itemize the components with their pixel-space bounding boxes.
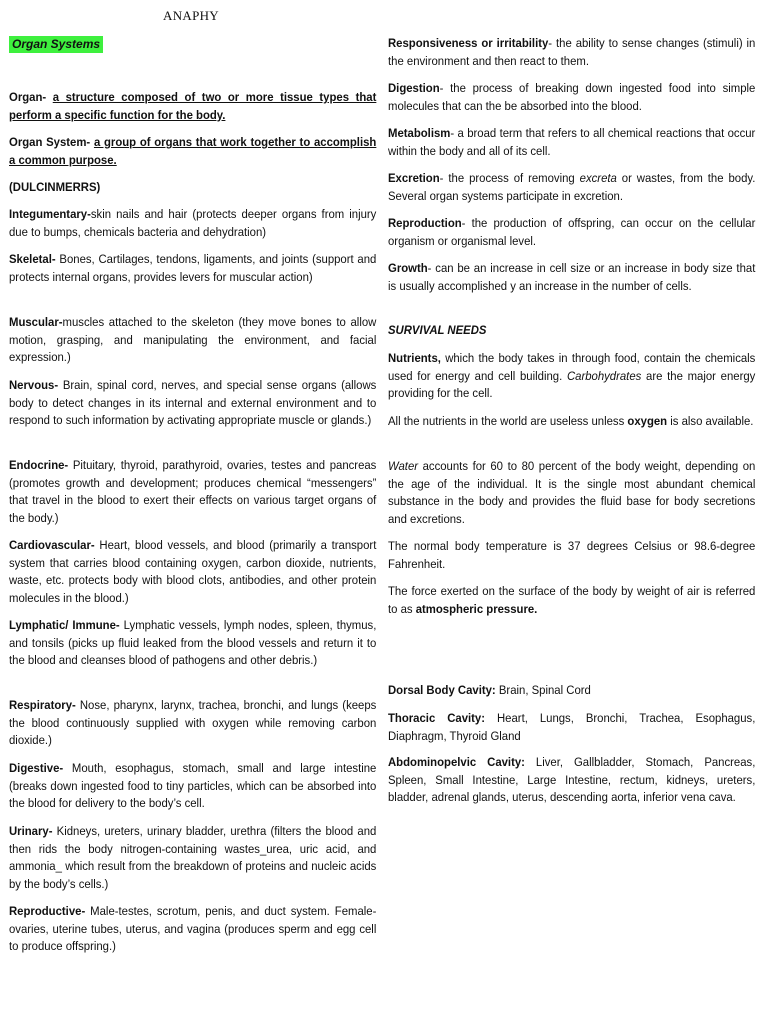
system-respiratory: Respiratory- Nose, pharynx, larynx, trachea, bronchi, and lungs (keeps the blood continuously supplied with oxygen while removing carbon dioxide.) <box>9 698 377 748</box>
function-digestion <box>388 80 755 115</box>
system-term: Skeletal <box>9 252 52 266</box>
function-text: - the process of breaking down ingested food into simple molecules that can the be absorbed into the blood. <box>388 81 756 113</box>
system-term: Lymphatic/ Immune <box>9 618 116 632</box>
system-integumentary: Integumentary-skin nails and hair (protects deeper organs from injury due to bumps, chemicals bacteria and dehydration) <box>9 207 377 239</box>
function-term: Responsiveness or irritability <box>388 36 549 50</box>
system-cardiovascular: Cardiovascular- Heart, blood vessels, and blood (primarily a transport system that carries blood containing oxygen, carbon dioxide, nutrients, waste, etc. protects body with blood clots, antibodies, and other protein molecules in the blood.) <box>9 538 377 605</box>
system-skeletal: Skeletal- Bones, Cartilages, tendons, ligaments, and joints (support and protects internal organs, provides levers for muscular action) <box>9 252 377 284</box>
system-reproductive: Reproductive- Male-testes, scrotum, penis, and duct system. Female- ovaries, uterine tubes, uterus, and vagina (produces sperm and egg cell to produce offspring.) <box>9 904 377 954</box>
system-lymphatic: Lymphatic/ Immune- Lymphatic vessels, lymph nodes, spleen, thymus, and tonsils (picks up fluid leaked from the blood vessels and return it to the blood and cleanses blood of pathogens and other debris.) <box>9 618 377 668</box>
function-term: Digestion <box>388 81 440 95</box>
system-term: Reproductive <box>9 904 82 918</box>
cavity-thoracic <box>388 710 755 745</box>
system-text: Bones, Cartilages, tendons, ligaments, and joints (support and protects internal organs, provides levers for muscular action) <box>9 252 377 284</box>
function-term: Reproduction <box>388 216 462 230</box>
system-term: Nervous <box>9 378 55 392</box>
cavity-dorsal <box>388 682 755 700</box>
system-term: Integumentary <box>9 207 88 221</box>
system-urinary: Urinary- Kidneys, ureters, urinary bladder, urethra (filters the blood and then rids the body nitrogen-containing wastes_urea, uric acid, and ammonia_ which result from the breakdown of proteins and nucleic acids by the body’s cells.) <box>9 824 377 891</box>
system-term: Cardiovascular <box>9 538 91 552</box>
system-term: Endocrine <box>9 458 65 472</box>
function-text: - the production of offspring, can occur on the cellular organism or organismal level. <box>388 216 756 248</box>
system-text: Male-testes, scrotum, penis, and duct system. Female- ovaries, uterine tubes, uterus, and vagina (produces sperm and egg cell to produce offspring.) <box>9 904 377 954</box>
section-title-organ-systems: Organ Systems <box>9 36 103 53</box>
system-text: muscles attached to the skeleton (they move bones to allow motion, grasping, and manipulating the environment, and facial expression.) <box>9 315 377 365</box>
system-text: Mouth, esophagus, stomach, small and large intestine (breaks down ingested food to tiny particles, which can be absorbed into the blood for delivery to the body’s cell. <box>9 761 377 811</box>
organ-term: Organ <box>9 90 43 104</box>
function-text: - the ability to sense changes (stimuli) in the environment and then react to them. <box>388 36 756 68</box>
function-growth <box>388 260 755 295</box>
organ-system-definition: Organ System- a group of organs that work together to accomplish a common purpose. <box>9 135 377 167</box>
system-text: Lymphatic vessels, lymph nodes, spleen, thymus, and tonsils (picks up fluid leaked from the blood vessels and return it to the blood and cleanses blood of pathogens and other debris.) <box>9 618 377 668</box>
function-term: Excretion <box>388 171 440 185</box>
function-text: - a broad term that refers to all chemical reactions that occur within the body and all of its cell. <box>388 126 756 158</box>
system-term: Digestive <box>9 761 60 775</box>
need-pressure: The force exerted on the surface of the body by weight of air is referred to as atmospheric pressure. <box>388 584 756 616</box>
cavity-term: Abdominopelvic Cavity: <box>388 755 525 769</box>
system-endocrine: Endocrine- Pituitary, thyroid, parathyroid, ovaries, testes and pancreas (promotes growth and development; produces chemical “messengers” that travel in the blood to exert their effects on various target organs of the body.) <box>9 458 377 525</box>
system-text: Heart, blood vessels, and blood (primarily a transport system that carries blood containing oxygen, carbon dioxide, nutrients, waste, etc. protects body with blood clots, antibodies, and other protein molecules in the blood.) <box>9 538 377 605</box>
system-text: Brain, spinal cord, nerves, and special sense organs (allows body to detect changes in its internal and external environment and to respond to such information by activating appropriate muscle or glands.) <box>9 378 377 428</box>
need-water: Water accounts for 60 to 80 percent of the body weight, depending on the age of the individual. It is the single most abundant chemical substance in the body and provides the fluid base for body secretions and excretions. <box>388 459 756 526</box>
system-digestive: Digestive- Mouth, esophagus, stomach, small and large intestine (breaks down ingested food to tiny particles, which can be absorbed into the blood for delivery to the body’s cell. <box>9 761 377 811</box>
function-reproduction <box>388 215 755 250</box>
system-term: Muscular <box>9 315 59 329</box>
cavity-term: Thoracic Cavity: <box>388 711 486 725</box>
system-text: Kidneys, ureters, urinary bladder, urethra (filters the blood and then rids the body nitrogen-containing wastes_urea, uric acid, and ammonia_ which result from the breakdown of proteins and nucleic acids by the body’s cells.) <box>9 824 377 891</box>
cavity-abdominopelvic <box>388 754 755 807</box>
function-text: - can be an increase in cell size or an increase in body size that is usually accomplished y an increase in the number of cells. <box>388 261 756 293</box>
system-text: Pituitary, thyroid, parathyroid, ovaries, testes and pancreas (promotes growth and development; produces chemical “messengers” that travel in the blood to exert their effects on various target organs of the body.) <box>9 458 377 525</box>
page-header: ANAPHY <box>163 8 219 23</box>
survival-needs-title: SURVIVAL NEEDS <box>388 323 487 337</box>
need-oxygen: All the nutrients in the world are useless unless oxygen is also available. <box>388 414 754 428</box>
cavity-term: Dorsal Body Cavity: <box>388 683 496 697</box>
need-nutrients: Nutrients, which the body takes in through food, contain the chemicals used for energy and cell building. Carbohydrates are the major energy providing for the cell. <box>388 351 756 401</box>
system-term: Urinary <box>9 824 49 838</box>
function-term: Metabolism <box>388 126 451 140</box>
system-text: Nose, pharynx, larynx, trachea, bronchi, and lungs (keeps the blood continuously supplied with oxygen while removing carbon dioxide.) <box>9 698 377 748</box>
cavity-text: Brain, Spinal Cord <box>495 683 591 697</box>
organ-definition: Organ- a structure composed of two or more tissue types that perform a specific function for the body. <box>9 90 377 122</box>
cavity-text: Heart, Lungs, Bronchi, Trachea, Esophagus, Diaphragm, Thyroid Gland <box>388 711 756 743</box>
system-term: Respiratory <box>9 698 72 712</box>
system-muscular: Muscular-muscles attached to the skeleton (they move bones to allow motion, grasping, and manipulating the environment, and facial expression.) <box>9 315 377 365</box>
function-excretion: Excretion- the process of removing excreta or wastes, from the body. Several organ systems participate in excretion. <box>388 171 756 203</box>
system-text: skin nails and hair (protects deeper organs from injury due to bumps, chemicals bacteria and dehydration) <box>9 207 377 239</box>
function-responsiveness <box>388 35 755 70</box>
function-metabolism <box>388 125 755 160</box>
organ-system-def: a group of organs that work together to accomplish a common purpose. <box>9 135 377 167</box>
need-temperature: The normal body temperature is 37 degrees Celsius or 98.6-degree Fahrenheit. <box>388 539 756 571</box>
cavity-text: Liver, Gallbladder, Stomach, Pancreas, Spleen, Small Intestine, Large Intestine, rectum, kidneys, ureters, bladder, adrenal glands, uterus, descending aorta, inferior vena cava. <box>388 755 756 805</box>
organ-system-term: Organ System <box>9 135 87 149</box>
function-term: Growth <box>388 261 428 275</box>
organ-def: a structure composed of two or more tissue types that perform a specific function for the body. <box>9 90 377 122</box>
mnemonic: (DULCINMERRS) <box>9 180 101 194</box>
system-nervous: Nervous- Brain, spinal cord, nerves, and special sense organs (allows body to detect changes in its internal and external environment and to respond to such information by activating appropriate muscle or glands.) <box>9 378 377 428</box>
